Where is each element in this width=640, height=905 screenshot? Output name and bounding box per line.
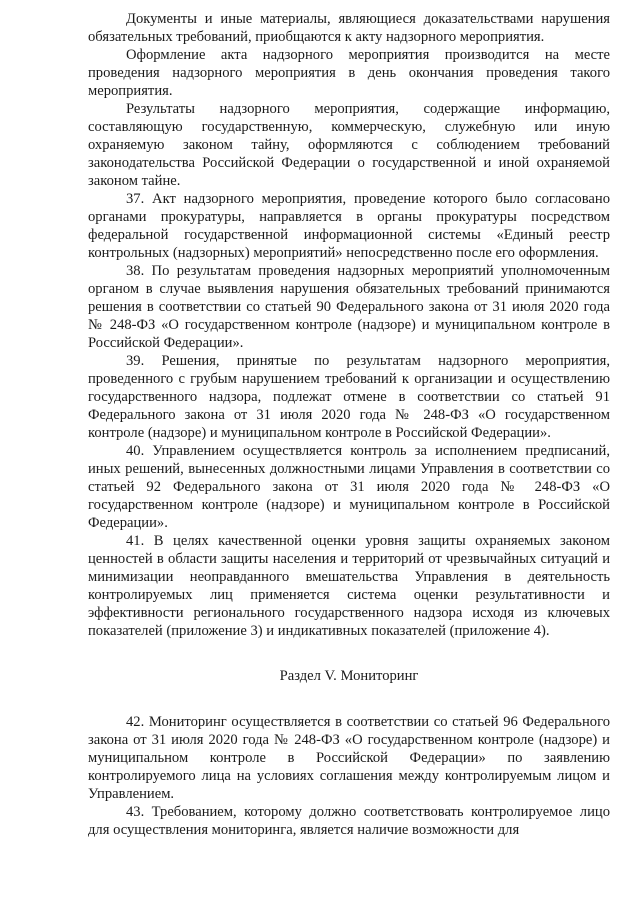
paragraph-evidence-attachment: Документы и иные материалы, являющиеся доказательствами нарушения обязательных требований, приобщаются к акту надзорного мероприятия. bbox=[88, 11, 610, 45]
paragraph-37: 37. Акт надзорного мероприятия, проведение которого было согласовано органами прокуратуры, направляется в органы прокуратуры посредством федеральной государственной информационной системы «Единый реестр контрольных (надзорных) мероприятий» непосредственно после его оформления. bbox=[88, 191, 610, 261]
paragraph-38: 38. По результатам проведения надзорных мероприятий уполномоченным органом в случае выявления нарушения обязательных требований принимаются решения в соответствии со статьей 90 Федерального закона от 31 июля 2020 года № 248-ФЗ «О государственном контроле (надзоре) и муниципальном контроле в Российской Федерации». bbox=[88, 263, 610, 351]
paragraph-40: 40. Управлением осуществляется контроль за исполнением предписаний, иных решений, вынесенных должностными лицами Управления в соответствии со статьей 92 Федерального закона от 31 июля 2020 года № 248-ФЗ «О государственном контроле (надзоре) и муниципальном контроле в Российской Федерации». bbox=[88, 443, 610, 531]
paragraph-secret-information: Результаты надзорного мероприятия, содержащие информацию, составляющую государственную, коммерческую, служебную или иную охраняемую законом тайну, оформляются с соблюдением требований законодательства Российской Федерации о государственной и иной охраняемой законом тайне. bbox=[88, 101, 610, 189]
section-heading: Раздел V. Мониторинг bbox=[279, 668, 419, 684]
paragraph-41: 41. В целях качественной оценки уровня защиты охраняемых законом ценностей в области защиты населения и территорий от чрезвычайных ситуаций и минимизации неоправданного вмешательства Управления в деятельность контролируемых лиц применяется система оценки результативности и эффективности регионального государственного надзора исходя из ключевых показателей (приложение 3) и индикативных показателей (приложение 4). bbox=[88, 533, 610, 639]
document-body bbox=[88, 10, 610, 839]
paragraph-39: 39. Решения, принятые по результатам надзорного мероприятия, проведенного с грубым нарушением требований к организации и осуществлению государственного надзора, подлежат отмене в соответствии со статьей 91 Федерального закона от 31 июля 2020 года № 248-ФЗ «О государственном контроле (надзоре) и муниципальном контроле в Российской Федерации». bbox=[88, 353, 610, 441]
paragraph-42: 42. Мониторинг осуществляется в соответствии со статьей 96 Федерального закона от 31 июля 2020 года № 248-ФЗ «О государственном контроле (надзоре) и муниципальном контроле в Российской Федерации» по заявлению контролируемого лица на условиях соглашения между контролируемым лицом и Управлением. bbox=[88, 714, 610, 802]
paragraph-43: 43. Требованием, которому должно соответствовать контролируемое лицо для осуществления мониторинга, является наличие возможности для bbox=[88, 804, 610, 838]
paragraph-act-drawing-up: Оформление акта надзорного мероприятия производится на месте проведения надзорного мероприятия в день окончания проведения такого мероприятия. bbox=[88, 47, 610, 99]
